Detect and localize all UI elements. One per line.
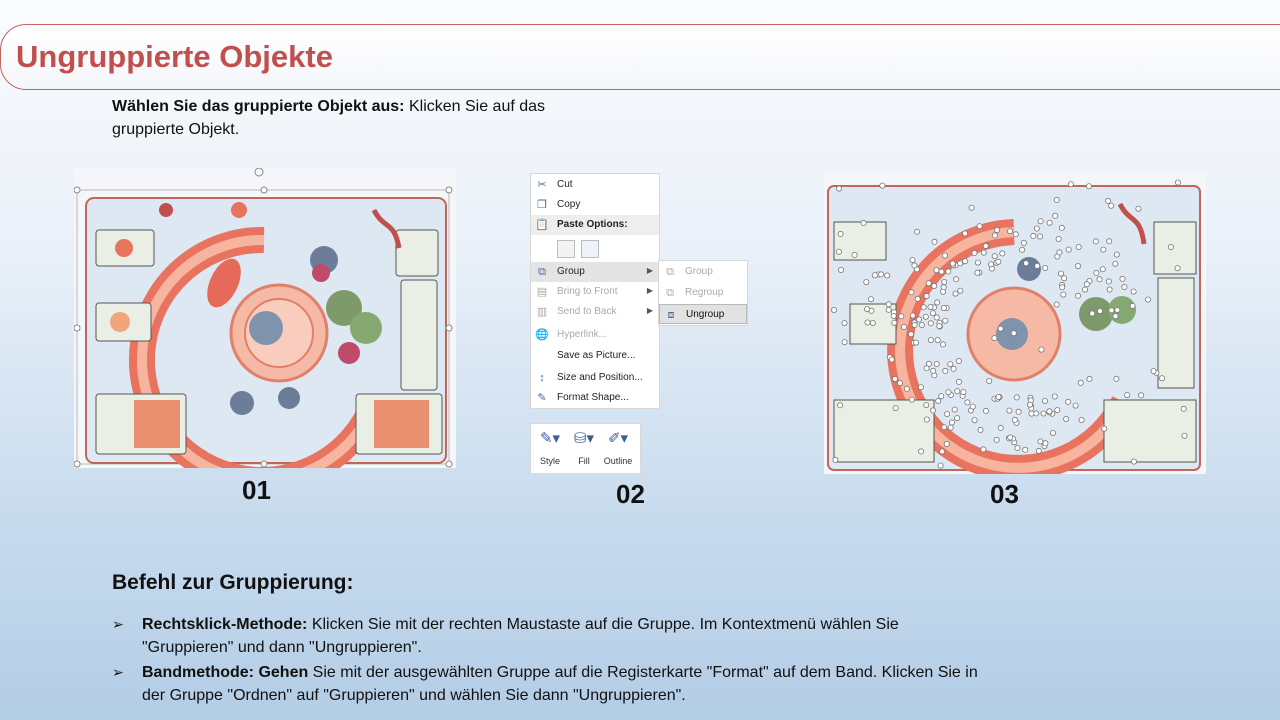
group-submenu (658, 260, 748, 326)
selection-handle[interactable] (924, 294, 929, 299)
selection-handle[interactable] (1064, 416, 1069, 421)
selection-handle[interactable] (1047, 409, 1052, 414)
selection-handle[interactable] (924, 403, 929, 408)
selection-handle[interactable] (930, 311, 935, 316)
selection-handle[interactable] (1037, 234, 1042, 239)
menu-item-size-and-position[interactable]: ↕ Size and Position... (531, 368, 659, 388)
selection-handle[interactable] (870, 320, 875, 325)
regroup-icon: ⧉ (666, 287, 674, 299)
grouped-cell-illustration[interactable] (74, 168, 456, 468)
selection-handle[interactable] (942, 279, 947, 284)
selection-handle[interactable] (1100, 267, 1105, 272)
caption-01: 01 (242, 475, 271, 505)
selection-handle[interactable] (1151, 369, 1156, 374)
menu-item-group[interactable]: ⧉ Group ▶ (531, 262, 659, 282)
mini-toolbar (530, 423, 641, 474)
selection-handle[interactable] (1056, 236, 1061, 241)
selection-handle[interactable] (1168, 244, 1173, 249)
selection-handle[interactable] (1062, 276, 1067, 281)
selection-handle[interactable] (899, 314, 904, 319)
selection-handle[interactable] (970, 404, 975, 409)
selection-handle[interactable] (868, 297, 873, 302)
selection-handle[interactable] (916, 317, 921, 322)
selection-handle[interactable] (889, 357, 894, 362)
selection-handle[interactable] (910, 313, 915, 318)
selection-handle[interactable] (1066, 247, 1071, 252)
group-icon: ⧉ (538, 266, 546, 278)
selection-handle[interactable] (928, 304, 933, 309)
selection-handle[interactable] (1113, 261, 1118, 266)
selection-handle[interactable] (1113, 314, 1118, 319)
selection-handle[interactable] (1036, 448, 1041, 453)
selection-handle[interactable] (1181, 406, 1186, 411)
selection-handle[interactable] (963, 259, 968, 264)
chevron-right-icon: ▶ (646, 286, 653, 295)
paste-options-buttons[interactable] (531, 236, 659, 262)
selection-handle[interactable] (921, 305, 926, 310)
style-icon: ✎▾ (539, 430, 561, 447)
selection-handle[interactable] (879, 272, 884, 277)
selection-handle[interactable] (1079, 417, 1084, 422)
bullet-bold: Rechtsklick-Methode: (142, 616, 308, 633)
selection-handle[interactable] (1066, 399, 1071, 404)
selection-handle[interactable] (852, 252, 857, 257)
menu-item-cut[interactable]: ✂ Cut (531, 175, 659, 195)
fill-icon: ⛁▾ (573, 430, 595, 447)
selection-handle[interactable] (892, 376, 897, 381)
selection-handle[interactable] (914, 229, 919, 234)
selection-handle[interactable] (914, 340, 919, 345)
selection-handle[interactable] (946, 269, 951, 274)
ungrouped-cell-illustration[interactable] (824, 174, 1206, 474)
selection-handle[interactable] (992, 254, 997, 259)
selection-handle[interactable] (983, 243, 988, 248)
selection-handle[interactable] (977, 224, 982, 229)
selection-handle[interactable] (1122, 284, 1127, 289)
selection-handle[interactable] (961, 390, 966, 395)
selection-handle[interactable] (833, 457, 838, 462)
selection-handle[interactable] (838, 267, 843, 272)
selection-handle[interactable] (861, 220, 866, 225)
selection-handle[interactable] (886, 307, 891, 312)
selection-handle[interactable] (1027, 402, 1032, 407)
selection-handle[interactable] (901, 325, 906, 330)
submenu-item-regroup[interactable]: ⧉ Regroup (659, 283, 747, 303)
submenu-item-group[interactable]: ⧉ Group (659, 262, 747, 282)
selection-handle[interactable] (1013, 232, 1018, 237)
selection-handle[interactable] (1015, 445, 1020, 450)
selection-handle[interactable] (1136, 206, 1141, 211)
selection-handle[interactable] (1007, 408, 1012, 413)
selection-handle[interactable] (994, 228, 999, 233)
arrow-bullet-icon: ➢ (112, 664, 124, 680)
selection-handle[interactable] (908, 332, 913, 337)
intro-text (112, 95, 582, 141)
selection-handle[interactable] (1020, 247, 1025, 252)
ungroup-icon: ⧈ (667, 309, 675, 321)
selection-handle[interactable] (992, 233, 997, 238)
selection-handle[interactable] (897, 381, 902, 386)
selection-handle[interactable] (1101, 247, 1106, 252)
selection-handle[interactable] (955, 416, 960, 421)
selection-handle[interactable] (928, 321, 933, 326)
selection-handle[interactable] (1054, 197, 1059, 202)
selection-handle[interactable] (909, 397, 914, 402)
menu-item-hyperlink[interactable]: 🌐 Hyperlink... (535, 329, 608, 341)
selection-handle[interactable] (939, 269, 944, 274)
selection-handle[interactable] (924, 366, 929, 371)
selection-handle[interactable] (1159, 376, 1164, 381)
selection-handle[interactable] (1034, 411, 1039, 416)
selection-handle[interactable] (972, 418, 977, 423)
selection-handle[interactable] (928, 338, 933, 343)
bullet-text: Klicken Sie mit der rechten Maustaste auf die Gruppe. Im Kontextmenü wählen Sie "Gruppieren" und dann "Ungruppieren". (142, 616, 899, 656)
selection-handle[interactable] (992, 336, 997, 341)
selection-handle[interactable] (935, 338, 940, 343)
selection-handle[interactable] (864, 280, 869, 285)
selection-handle[interactable] (1094, 270, 1099, 275)
selection-handle[interactable] (932, 239, 937, 244)
selection-handle[interactable] (1086, 184, 1091, 189)
selection-handle[interactable] (998, 425, 1003, 430)
paste-picture-icon[interactable] (581, 240, 599, 258)
selection-handle[interactable] (912, 263, 917, 268)
outline-icon: ✐▾ (607, 430, 629, 447)
menu-item-send-to-back[interactable]: ▥ Send to Back ▶ (536, 306, 653, 318)
selection-handle[interactable] (1075, 263, 1080, 268)
selection-handle[interactable] (937, 324, 942, 329)
paste-options-header: 📋 Paste Options: (531, 215, 659, 235)
selection-handle[interactable] (941, 289, 946, 294)
selection-handle[interactable] (996, 259, 1001, 264)
selection-handle[interactable] (981, 447, 986, 452)
selection-handle[interactable] (958, 288, 963, 293)
selection-handle[interactable] (886, 302, 891, 307)
selection-handle[interactable] (1043, 441, 1048, 446)
submenu-item-ungroup[interactable]: ⧈ Ungroup (659, 304, 747, 324)
menu-item-copy[interactable]: ❐ Copy (531, 195, 659, 215)
selection-handle[interactable] (975, 270, 980, 275)
selection-handle[interactable] (953, 291, 958, 296)
selection-handle[interactable] (951, 366, 956, 371)
selection-handle[interactable] (924, 417, 929, 422)
selection-handle[interactable] (1012, 417, 1017, 422)
selection-handle[interactable] (892, 320, 897, 325)
selection-handle[interactable] (969, 205, 974, 210)
selection-handle[interactable] (954, 277, 959, 282)
selection-handle[interactable] (1016, 409, 1021, 414)
selection-handle[interactable] (987, 378, 992, 383)
selection-handle[interactable] (1021, 240, 1026, 245)
hyperlink-icon: 🌐 (535, 329, 549, 341)
slide-title: Ungruppierte Objekte (16, 39, 333, 74)
selection-handle[interactable] (996, 394, 1001, 399)
selection-handle[interactable] (1054, 302, 1059, 307)
selection-handle[interactable] (1043, 265, 1048, 270)
selection-handle[interactable] (1034, 226, 1039, 231)
selection-handle[interactable] (1058, 271, 1063, 276)
selection-handle[interactable] (950, 261, 955, 266)
selection-handle[interactable] (865, 320, 870, 325)
selection-handle[interactable] (1084, 282, 1089, 287)
paste-icon: 📋 (535, 219, 549, 231)
selection-handle[interactable] (1102, 426, 1107, 431)
selection-handle[interactable] (923, 314, 928, 319)
selection-handle[interactable] (955, 389, 960, 394)
selection-handle[interactable] (940, 342, 945, 347)
selection-handle[interactable] (1090, 311, 1095, 316)
selection-handle[interactable] (1097, 277, 1102, 282)
selection-handle[interactable] (934, 268, 939, 273)
selection-handle[interactable] (936, 398, 941, 403)
selection-handle[interactable] (934, 315, 939, 320)
selection-handle[interactable] (1060, 285, 1065, 290)
caption-02: 02 (616, 479, 645, 509)
group-icon: ⧉ (666, 266, 674, 278)
selection-handle[interactable] (1093, 239, 1098, 244)
selection-handle[interactable] (1078, 380, 1083, 385)
chevron-right-icon: ▶ (646, 306, 653, 315)
selection-handle[interactable] (1041, 411, 1046, 416)
selection-handle[interactable] (938, 463, 943, 468)
chevron-right-icon: ▶ (646, 266, 653, 275)
selection-handle[interactable] (940, 449, 945, 454)
intro-bold: Wählen Sie das gruppierte Objekt aus: (112, 98, 405, 115)
caption-03: 03 (990, 479, 1019, 509)
selection-handle[interactable] (1055, 408, 1060, 413)
selection-handle[interactable] (1068, 182, 1073, 187)
selection-handle[interactable] (1050, 430, 1055, 435)
selection-handle[interactable] (983, 408, 988, 413)
selection-handle[interactable] (948, 425, 953, 430)
selection-handle[interactable] (932, 283, 937, 288)
selection-handle[interactable] (943, 368, 948, 373)
selection-handle[interactable] (1175, 266, 1180, 271)
format-shape-icon: ✎ (537, 392, 547, 404)
selection-handle[interactable] (1008, 435, 1013, 440)
selection-handle[interactable] (1038, 219, 1043, 224)
selection-handle[interactable] (975, 260, 980, 265)
style-button[interactable]: ✎▾ Style (533, 428, 567, 472)
selection-handle[interactable] (989, 262, 994, 267)
menu-item-format-shape[interactable]: ✎ Format Shape... (531, 388, 659, 408)
arrow-bullet-icon: ➢ (112, 616, 124, 632)
bullet-bold: Bandmethode: Gehen (142, 664, 309, 681)
selection-handle[interactable] (1076, 244, 1081, 249)
selection-handle[interactable] (1052, 394, 1057, 399)
selection-handle[interactable] (998, 326, 1003, 331)
selection-handle[interactable] (885, 273, 890, 278)
selection-handle[interactable] (919, 449, 924, 454)
selection-handle[interactable] (910, 258, 915, 263)
selection-handle[interactable] (965, 400, 970, 405)
selection-handle[interactable] (838, 231, 843, 236)
selection-handle[interactable] (972, 250, 977, 255)
selection-handle[interactable] (831, 307, 836, 312)
selection-handle[interactable] (893, 406, 898, 411)
selection-handle[interactable] (939, 394, 944, 399)
selection-handle[interactable] (1130, 303, 1135, 308)
menu-item-save-as-picture[interactable]: Save as Picture... (557, 350, 636, 361)
selection-handle[interactable] (1053, 213, 1058, 218)
selection-handle[interactable] (865, 307, 870, 312)
selection-handle[interactable] (837, 186, 842, 191)
bullet-text: Sie mit der ausgewählten Gruppe auf die Registerkarte "Format" auf dem Band. Klicken Sie in der Gruppe "Ordnen" auf "Gruppieren" und wählen Sie dann "Ungruppieren". (142, 664, 978, 704)
selection-handle[interactable] (1106, 198, 1111, 203)
selection-handle[interactable] (1182, 433, 1187, 438)
selection-handle[interactable] (1024, 261, 1029, 266)
selection-handle[interactable] (1131, 289, 1136, 294)
menu-item-bring-to-front[interactable]: ▤ Bring to Front ▶ (536, 286, 653, 298)
selection-handle[interactable] (926, 281, 931, 286)
selection-handle[interactable] (1073, 403, 1078, 408)
selection-handle[interactable] (842, 321, 847, 326)
selection-handle[interactable] (1039, 347, 1044, 352)
context-menu (530, 173, 660, 409)
selection-handle[interactable] (919, 322, 924, 327)
selection-handle[interactable] (842, 340, 847, 345)
size-position-icon: ↕ (539, 372, 545, 384)
selection-handle[interactable] (1106, 279, 1111, 284)
selection-handle[interactable] (946, 390, 951, 395)
selection-handle[interactable] (994, 437, 999, 442)
selection-handle[interactable] (963, 231, 968, 236)
selection-handle[interactable] (1109, 203, 1114, 208)
selection-handle[interactable] (1042, 398, 1047, 403)
selection-handle[interactable] (1057, 250, 1062, 255)
selection-handle[interactable] (836, 249, 841, 254)
selection-handle[interactable] (1047, 220, 1052, 225)
selection-handle[interactable] (956, 379, 961, 384)
selection-handle[interactable] (949, 420, 954, 425)
selection-handle[interactable] (956, 358, 961, 363)
selection-handle[interactable] (1035, 263, 1040, 268)
selection-handle[interactable] (1139, 393, 1144, 398)
selection-handle[interactable] (941, 305, 946, 310)
selection-handle[interactable] (942, 253, 947, 258)
selection-handle[interactable] (934, 361, 939, 366)
fill-button[interactable]: ⛁▾ Fill (567, 428, 601, 472)
selection-handle[interactable] (1120, 276, 1125, 281)
selection-handle[interactable] (904, 386, 909, 391)
selection-handle[interactable] (918, 385, 923, 390)
selection-handle[interactable] (1061, 292, 1066, 297)
selection-handle[interactable] (1000, 251, 1005, 256)
selection-handle[interactable] (1114, 376, 1119, 381)
send-back-icon: ▥ (536, 306, 548, 318)
paste-keep-icon[interactable] (557, 240, 575, 258)
selection-handle[interactable] (1023, 447, 1028, 452)
selection-handle[interactable] (1114, 252, 1119, 257)
selection-handle[interactable] (952, 407, 957, 412)
selection-handle[interactable] (1115, 307, 1120, 312)
selection-handle[interactable] (1059, 225, 1064, 230)
selection-handle[interactable] (1109, 308, 1114, 313)
selection-handle[interactable] (930, 408, 935, 413)
selection-handle[interactable] (1031, 233, 1036, 238)
selection-handle[interactable] (872, 273, 877, 278)
selection-handle[interactable] (931, 368, 936, 373)
selection-handle[interactable] (943, 318, 948, 323)
bring-front-icon: ▤ (536, 286, 548, 298)
selection-handle[interactable] (912, 322, 917, 327)
selection-handle[interactable] (958, 261, 963, 266)
section-title: Befehl zur Gruppierung: (112, 571, 354, 594)
selection-handle[interactable] (1082, 287, 1087, 292)
selection-handle[interactable] (891, 313, 896, 318)
scissors-icon: ✂ (537, 179, 547, 191)
selection-handle[interactable] (1007, 229, 1012, 234)
selection-handle[interactable] (948, 362, 953, 367)
selection-handle[interactable] (1131, 459, 1136, 464)
selection-handle[interactable] (915, 296, 920, 301)
selection-handle[interactable] (1011, 331, 1016, 336)
selection-handle[interactable] (978, 427, 983, 432)
selection-handle[interactable] (935, 300, 940, 305)
selection-handle[interactable] (1107, 239, 1112, 244)
selection-handle[interactable] (1087, 376, 1092, 381)
selection-handle[interactable] (981, 250, 986, 255)
selection-handle[interactable] (1125, 393, 1130, 398)
selection-handle[interactable] (1075, 293, 1080, 298)
selection-handle[interactable] (1107, 287, 1112, 292)
selection-handle[interactable] (909, 290, 914, 295)
selection-handle[interactable] (1097, 309, 1102, 314)
selection-handle[interactable] (1175, 180, 1180, 185)
selection-handle[interactable] (944, 441, 949, 446)
selection-handle[interactable] (945, 411, 950, 416)
intro-rest: Klicken Sie auf das gruppierte Objekt. (112, 98, 546, 138)
outline-button[interactable]: ✐▾ Outline (601, 428, 635, 472)
selection-handle[interactable] (1038, 439, 1043, 444)
selection-handle[interactable] (942, 425, 947, 430)
selection-handle[interactable] (880, 183, 885, 188)
selection-handle[interactable] (838, 403, 843, 408)
selection-handle[interactable] (1145, 297, 1150, 302)
selection-handle[interactable] (1014, 395, 1019, 400)
copy-icon: ❐ (537, 199, 547, 211)
